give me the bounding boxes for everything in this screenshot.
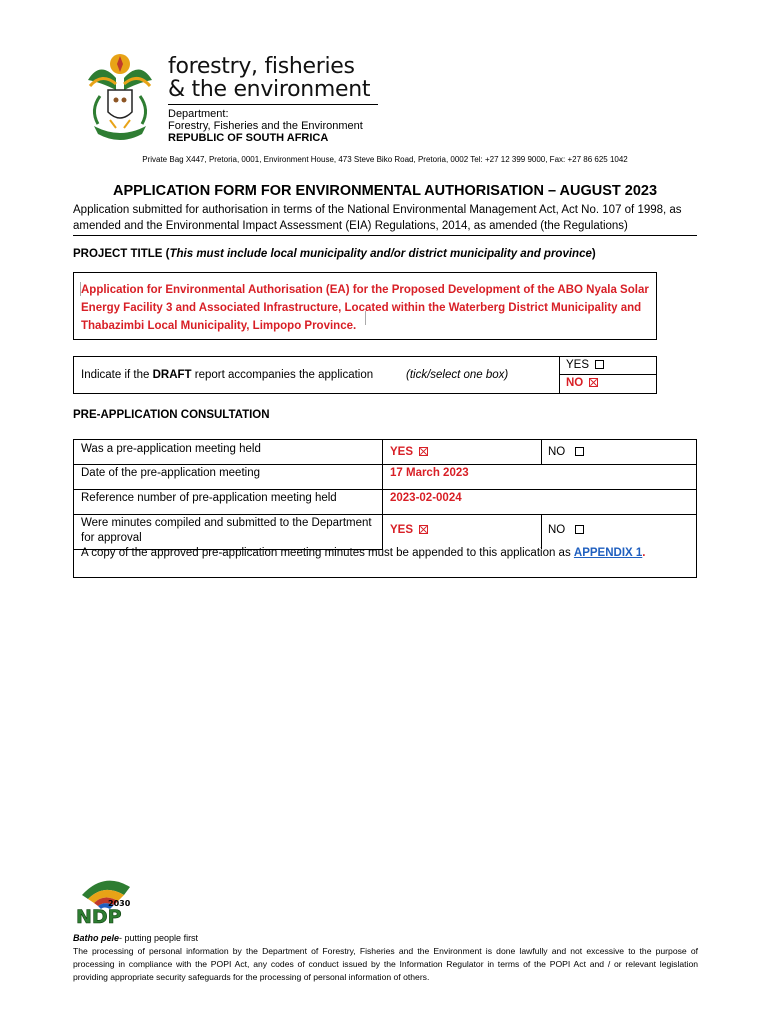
meeting-held-no-label: NO xyxy=(548,446,566,458)
draft-option-divider xyxy=(559,374,657,375)
brand-divider xyxy=(168,104,378,105)
project-title-hint: This must include local municipality and/or district municipality and province xyxy=(169,248,592,260)
table-row-label: Reference number of pre-application meeting held xyxy=(81,492,337,504)
form-subtitle: Application submitted for authorisation in terms of the National Environmental Management Act, Act No. 107 of 1998, as amended and the Environmental Impact Assessment (EIA) Regulations, 2014, as amended (the Regulations) xyxy=(73,204,682,232)
draft-label-post: report accompanies the application xyxy=(191,369,374,381)
draft-no-label: NO xyxy=(566,377,584,389)
brand-line-1: forestry, fisheries xyxy=(168,54,355,79)
meeting-held-yes-checkbox-checked[interactable] xyxy=(419,447,428,456)
batho-pele: Batho pele xyxy=(73,933,120,943)
minutes-yes-label: YES xyxy=(390,524,414,536)
ndp-label: NDP xyxy=(76,906,122,925)
row-divider xyxy=(74,464,696,465)
appendix-1-link[interactable]: APPENDIX 1 xyxy=(573,547,643,559)
minutes-yes-checkbox-checked[interactable] xyxy=(419,525,428,534)
draft-yes-checkbox[interactable] xyxy=(595,360,604,369)
brand-line-2: & the environment xyxy=(168,77,371,102)
draft-note: (tick/select one box) xyxy=(406,369,509,381)
project-title-value[interactable]: Application for Environmental Authorisation (EA) for the Proposed Development of the ABO Nyala Solar Energy Facility 3 and Associated Infrastructure, Located within the Waterberg District Municipality and Thabazimbi Local Municipality, Limpopo Province. xyxy=(81,284,649,332)
text-cursor-end xyxy=(365,311,366,325)
draft-no-option[interactable] xyxy=(566,377,598,389)
row-divider xyxy=(74,489,696,490)
preapp-table xyxy=(73,439,697,578)
dept-line-3: REPUBLIC OF SOUTH AFRICA xyxy=(168,132,329,144)
batho-pele-rest: - putting people first xyxy=(119,933,199,943)
draft-label-pre: Indicate if the xyxy=(81,369,153,381)
minutes-no-checkbox[interactable] xyxy=(575,525,584,534)
minutes-no-label: NO xyxy=(548,524,566,536)
coat-of-arms-logo xyxy=(80,50,160,146)
col-divider xyxy=(382,440,383,550)
meeting-held-yes-label: YES xyxy=(390,446,414,458)
table-row-label: Were minutes compiled and submitted to the Department for approval xyxy=(81,517,372,544)
title-divider xyxy=(73,235,697,236)
appendix-note xyxy=(81,547,646,559)
draft-yes-option[interactable] xyxy=(566,359,604,371)
privacy-notice: The processing of personal information by the Department of Forestry, Fisheries and the Environment is done lawfully and not excessive to the purpose of processing in compliance with the POPI Act, any codes of conduct issued by the Information Regulator in terms of the POPI Act and / or relevant legislation providing appropriate security safeguards for the processing of personal information of others. xyxy=(73,946,698,982)
meeting-date-value[interactable]: 17 March 2023 xyxy=(390,467,469,479)
meeting-held-yes[interactable] xyxy=(390,446,428,458)
project-title-suffix: ) xyxy=(591,248,596,260)
table-row-label: Was a pre-application meeting held xyxy=(81,443,261,455)
project-title-label xyxy=(73,248,596,260)
row-divider xyxy=(74,514,696,515)
draft-label-bold: DRAFT xyxy=(152,369,192,381)
minutes-submitted-yes[interactable] xyxy=(390,524,428,536)
address-line: Private Bag X447, Pretoria, 0001, Environment House, 473 Steve Biko Road, Pretoria, 0002 Tel: +27 12 399 9000, Fax: +27 86 625 1042 xyxy=(142,155,628,164)
project-title-prefix: PROJECT TITLE ( xyxy=(73,248,170,260)
meeting-held-no[interactable] xyxy=(548,446,584,458)
col-divider xyxy=(541,440,542,464)
draft-yes-label: YES xyxy=(566,359,590,371)
col-divider xyxy=(541,514,542,549)
meeting-reference-value[interactable]: 2023-02-0024 xyxy=(390,492,462,504)
batho-pele-line xyxy=(73,933,198,943)
table-row-label: Date of the pre-application meeting xyxy=(81,467,260,479)
preapp-heading: PRE-APPLICATION CONSULTATION xyxy=(73,409,270,421)
draft-report-label xyxy=(81,369,373,381)
draft-divider xyxy=(559,356,560,394)
draft-no-checkbox-checked[interactable] xyxy=(589,378,598,387)
form-title: APPLICATION FORM FOR ENVIRONMENTAL AUTHORISATION – AUGUST 2023 xyxy=(112,183,658,199)
meeting-held-no-checkbox[interactable] xyxy=(575,447,584,456)
dept-line-2: Forestry, Fisheries and the Environment xyxy=(168,120,363,132)
minutes-submitted-no[interactable] xyxy=(548,524,584,536)
appendix-note-period: . xyxy=(642,547,646,559)
appendix-note-text: A copy of the approved pre-application meeting minutes must be appended to this application as xyxy=(81,547,574,559)
dept-line-1: Department: xyxy=(168,108,229,120)
ndp-2030-logo xyxy=(74,873,134,925)
ndp-year: 2030 xyxy=(108,899,131,908)
